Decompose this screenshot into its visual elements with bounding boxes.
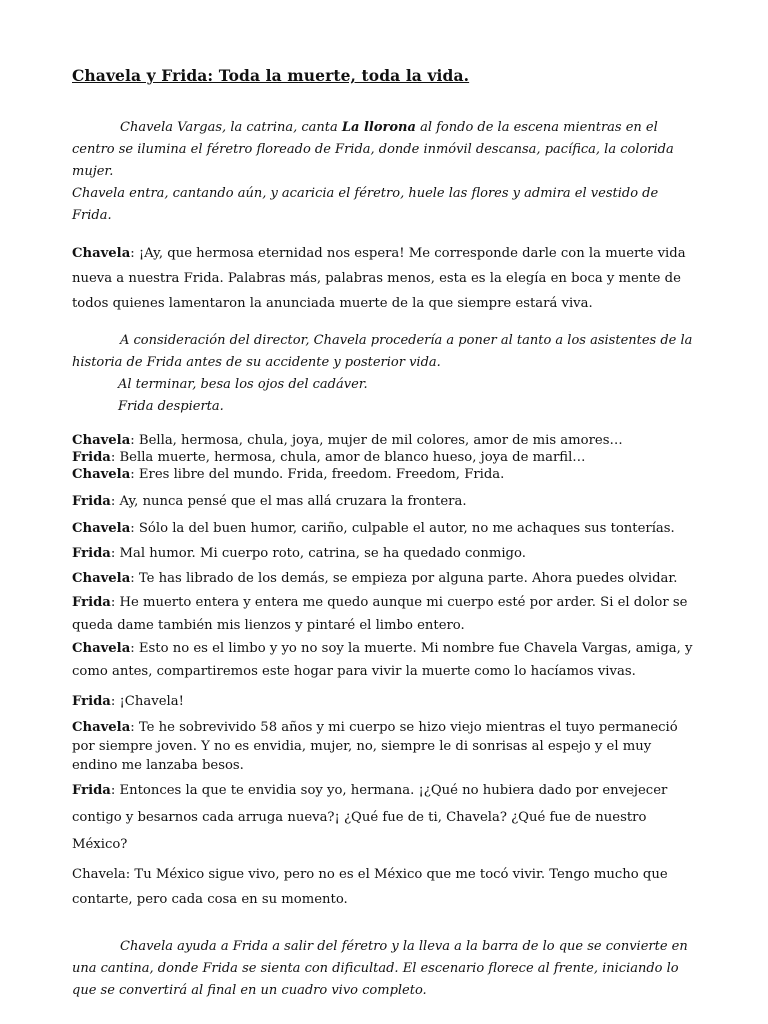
stage-direction-line: Frida despierta. <box>118 399 224 414</box>
dialogue-text: : Ay, nunca pensé que el mas allá cruzara la frontera. <box>110 494 467 509</box>
dialogue-text: : Te has librado de los demás, se empieza por alguna parte. Ahora puedes olvidar. <box>130 571 678 586</box>
speaker-name: Chavela <box>72 571 131 586</box>
dialogue-text: : Eres libre del mundo. Frida, freedom. Freedom, Frida. <box>130 467 505 482</box>
dialogue-text: : Esto no es el limbo y yo no soy la muerte. Mi nombre fue Chavela Vargas, amiga, y como antes, compartiremos este hogar para vivir la muerte como lo hacíamos vivas. <box>72 641 693 679</box>
dialogue-text: : Te he sobrevivido 58 años y mi cuerpo se hizo viejo mientras el tuyo permaneció por siempre joven. Y no es envidia, mujer, no, siempre le di sonrisas al espejo y el muy endino me lanzaba besos. <box>72 720 678 773</box>
stage-direction-paragraph: Chavela entra, cantando aún, y acaricia el féretro, huele las flores y admira el vestido de Frida. <box>72 186 659 223</box>
dialogue-text: : He muerto entera y entera me quedo aunque mi cuerpo esté por arder. Si el dolor se queda dame también mis lienzos y pintaré el limbo entero. <box>72 595 688 633</box>
dialogue-line <box>72 689 698 714</box>
speaker-name: Frida <box>72 595 111 610</box>
song-title: La llorona <box>341 120 416 135</box>
dialogue-line: Chavela: Tu México sigue vivo, pero no es el México que me tocó vivir. Tengo mucho que contarte, pero cada cosa en su momento. <box>72 867 668 907</box>
dialogue-text: : Entonces la que te envidia soy yo, hermana. ¡¿Qué no hubiera dado por envejecer contigo y besarnos cada arruga nueva?¡ ¿Qué fue de ti, Chavela? ¿Qué fue de nuestro México? <box>72 783 668 852</box>
dialogue-line <box>72 566 698 591</box>
dialogue-line <box>72 489 698 514</box>
dialogue-line <box>72 241 698 316</box>
dialogue-line <box>72 718 698 775</box>
dialogue-line <box>72 466 698 483</box>
dialogue-line <box>72 541 698 566</box>
speaker-name: Chavela <box>72 433 131 448</box>
speaker-name: Chavela <box>72 521 131 536</box>
stage-direction-text: al fondo de la escena mientras en el centro se ilumina el féretro floreado de Frida, donde inmóvil descansa, pacífica, la colorida mujer. <box>72 120 674 179</box>
speaker-name: Chavela <box>72 641 131 656</box>
speaker-name: Chavela <box>72 720 131 735</box>
speaker-name: Frida <box>72 494 111 509</box>
stage-direction-text: Chavela ayuda a Frida a salir del féretro y la lleva a la barra de lo que se convierte en una cantina, donde Frida se sienta con dificultad. El escenario florece al frente, iniciando lo que se convertirá al final en un cuadro vivo completo. <box>72 939 688 998</box>
speaker-name: Chavela <box>72 246 131 261</box>
dialogue-text: : Bella muerte, hermosa, chula, amor de blanco hueso, joya de marfil… <box>110 450 586 465</box>
stage-direction-opening <box>72 117 698 227</box>
dialogue-text: : Mal humor. Mi cuerpo roto, catrina, se ha quedado conmigo. <box>110 546 526 561</box>
speaker-name: Frida <box>72 546 111 561</box>
stage-direction-paragraph <box>72 330 698 374</box>
stage-direction-text: Chavela Vargas, la catrina, canta <box>120 120 342 135</box>
dialogue-line <box>72 777 698 858</box>
dialogue-text: : ¡Chavela! <box>110 694 184 709</box>
dialogue-line <box>72 591 698 637</box>
speaker-name: Frida <box>72 783 111 798</box>
dialogue-line <box>72 449 698 466</box>
dialogue-line <box>72 516 698 541</box>
stage-direction-line: Al terminar, besa los ojos del cadáver. <box>118 377 368 392</box>
speaker-name: Frida <box>72 450 111 465</box>
document-title: Chavela y Frida: Toda la muerte, toda la vida. <box>72 66 470 85</box>
dialogue-text: : Bella, hermosa, chula, joya, mujer de mil colores, amor de mis amores… <box>130 433 623 448</box>
stage-direction-closing <box>72 936 698 1002</box>
speaker-name: Frida <box>72 694 111 709</box>
dialogue-text: : Sólo la del buen humor, cariño, culpable el autor, no me achaques sus tonterías. <box>130 521 675 536</box>
stage-direction-text: A consideración del director, Chavela procedería a poner al tanto a los asistentes de la historia de Frida antes de su accidente y posterior vida. <box>72 333 693 370</box>
document-page <box>72 66 698 1002</box>
speaker-name: Chavela <box>72 467 131 482</box>
stage-direction-paragraph <box>72 117 698 183</box>
dialogue-block <box>72 432 698 912</box>
dialogue-line <box>72 432 698 449</box>
stage-direction-paragraph <box>72 936 698 1002</box>
stage-direction-awakening <box>72 330 698 418</box>
dialogue-text: : ¡Ay, que hermosa eternidad nos espera! Me corresponde darle con la muerte vida nueva a nuestra Frida. Palabras más, palabras menos, esta es la elegía en boca y mente de todos quienes lamentaron la anunciada muerte de la que siempre estará viva. <box>72 246 686 311</box>
dialogue-line <box>72 637 698 683</box>
